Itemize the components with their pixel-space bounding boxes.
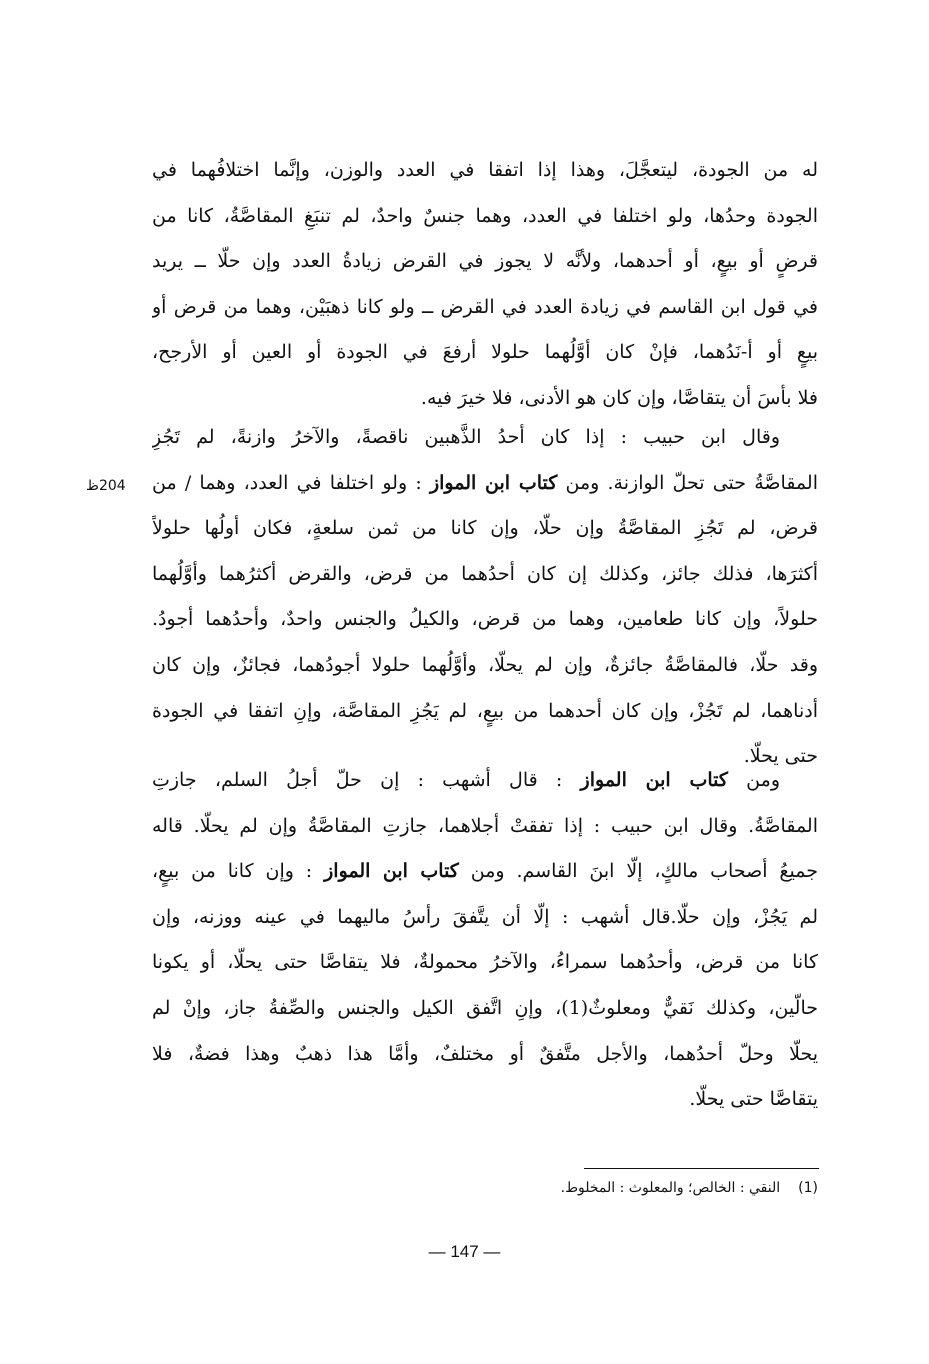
manuscript-folio-note: 204ظ (86, 478, 126, 494)
text-line: المقاصَّةُ حتى تحلّ الوازنة. ومن كتاب ابن المواز : ولو اختلفا في العدد، وهما / من (152, 471, 818, 494)
text-line: أدناهما، لم تَجُزْ، وإن كان أحدهما من بيعٍ، لم يَجُزِ المقاصَّة، وإنِ اتفقا في الجودة (152, 699, 818, 722)
text-line: حتى يحلّا. (743, 745, 818, 768)
text-line: حلولاً، وإن كانا طعامين، وهما من قرض، والكيلُ والجنس واحدٌ، وأحدُهما أجودُ. (152, 608, 818, 631)
text-line: له من الجودة، ليتعجَّلَ، وهذا إذا اتفقا في العدد والوزن، وإنَّما اختلافُهما في (152, 159, 818, 181)
paragraph-2 (152, 415, 818, 780)
text-line: بيعٍ أو أ-نَدُهما، فإنْ كان أوَّلُهما حلولا أرفعَ في الجودة أو العين أو الأرجح، (152, 341, 818, 364)
text-line: يحلّا وحلّ أحدُهما، والأجل متَّفقٌ أو مختلفٌ، وأمَّا هذا ذهبٌ وهذا فضةٌ، فلا (152, 1042, 818, 1065)
text-line: أكثرَها، فذلك جائز، وكذلك إن كان أحدُهما من قرض، والقرض أكثرُهما وأوَّلُهما (152, 562, 818, 585)
book-title-reference: كتاب ابن المواز (580, 769, 728, 791)
text-line: جميعُ أصحاب مالكٍ، إلّا ابنَ القاسم. ومن كتاب ابن المواز : وإن كانا من بيعٍ، (152, 860, 818, 883)
text-line: حالّين، وكذلك نَقيٌّ ومعلوثٌ(1)، وإنِ اتَّفق الكيل والجنس والصِّفةُ جاز، وإنْ لم (152, 996, 818, 1019)
text-line: وقد حلّا، فالمقاصَّةُ جائزةٌ، وإن لم يحلّا، وأوَّلُهما حلولا أجودُهما، فجائزٌ، وإن كان (152, 653, 818, 676)
page-number: — 147 — (428, 1242, 501, 1261)
paragraph-1 (152, 148, 818, 422)
paragraph-3 (152, 758, 818, 1123)
text-line: قرض، لم تَجُزِ المقاصَّةُ وإن حلّا، وإن كانا من ثمن سلعةٍ، فكان أولُها حلولاً (152, 517, 818, 540)
text-line: يتقاصَّا حتى يحلّا. (689, 1088, 818, 1111)
text-line: الجودة وحدُها، ولو اختلفا في العدد، وهما جنسٌ واحدٌ، لم تنبَغِ المقاصَّةُ، كانا من (152, 204, 818, 227)
text-line: المقاصَّةُ. وقال ابن حبيب : إذا تفقتْ أجلاهما، جازتِ المقاصَّةُ وإن لم يحلّا. قاله (152, 814, 818, 837)
footnote (420, 1180, 818, 1196)
footnote-text: النقي : الخالص؛ والمعلوث : المخلوط. (560, 1180, 781, 1196)
text-line: في قول ابن القاسم في زيادة العدد في القرض ــ ولو كانا ذهبَيْن، وهما من قرض أو (152, 295, 818, 318)
text-line: فلا بأسَ أن يتقاصَّا، وإن كان هو الأدنى، فلا خيرَ فيه. (420, 386, 818, 409)
text-line: قرضٍ أو بيعٍ، أو أحدهما، ولأنَّه لا يجوز في القرض زيادةُ العدد وإن حلّا ــ يريد (152, 250, 818, 273)
text-line: كانا من قرض، وأحدُهما سمراءُ، والآخرُ محمولةٌ، فلا يتقاصَّا حتى يحلّا، أو يكونا (152, 951, 818, 974)
footnote-number: (1) (798, 1180, 818, 1196)
book-title-reference: كتاب ابن المواز (324, 860, 459, 883)
book-title-reference: كتاب ابن المواز (429, 471, 558, 494)
footnote-divider (584, 1168, 819, 1169)
text-line: ومن كتاب ابن المواز : قال أشهب : إن حلّ أجلُ السلم، جازتِ (152, 769, 780, 791)
text-line: وقال ابن حبيب : إذا كان أحدُ الذَّهبين ناقصةً، والآخرُ وازنةً، لم تَجُزِ (152, 426, 780, 448)
text-line: لم يَجُزْ، وإن حلّا.قال أشهب : إلّا أن يتَّفقَ رأسُ ماليهما في عينه ووزنه، وإن (152, 905, 818, 928)
